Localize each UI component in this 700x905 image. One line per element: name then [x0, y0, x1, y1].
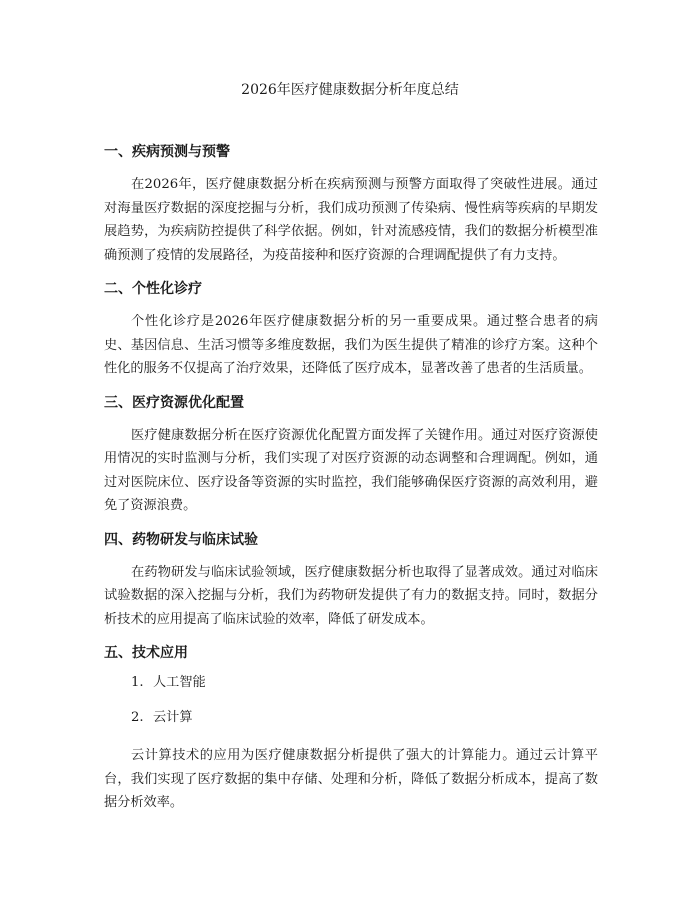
list-item: [104, 709, 598, 727]
section-paragraph: 个性化诊疗是2026年医疗健康数据分析的另一重要成果。通过整合患者的病史、基因信息、生活习惯等多维度数据，我们为医生提供了精准的诊疗方案。这种个性化的服务不仅提高了治疗效果，还降低了医疗成本，显著改善了患者的生活质量。: [104, 314, 598, 376]
section-technology-applications: [104, 644, 598, 815]
section-resource-allocation: [104, 394, 598, 518]
document-title: 2026年医疗健康数据分析年度总结: [241, 82, 459, 98]
section-disease-prediction: [104, 143, 598, 267]
section-heading: 二、个性化诊疗: [104, 281, 202, 297]
section-paragraph: 医疗健康数据分析在医疗资源优化配置方面发挥了关键作用。通过对医疗资源使用情况的实时监测与分析，我们实现了对医疗资源的动态调整和合理调配。例如，通过对医院床位、医疗设备等资源的实时监控，我们能够确保医疗资源的高效利用，避免了资源浪费。: [104, 427, 598, 513]
section-drug-research: [104, 531, 598, 632]
list-item-number: 1.: [131, 675, 144, 690]
section-paragraph: 在药物研发与临床试验领域，医疗健康数据分析也取得了显著成效。通过对临床试验数据的深入挖掘与分析，我们为药物研发提供了有力的数据支持。同时，数据分析技术的应用提高了临床试验的效率，降低了研发成本。: [104, 564, 598, 627]
section-heading: 一、疾病预测与预警: [104, 144, 230, 160]
section-paragraph: 云计算技术的应用为医疗健康数据分析提供了强大的计算能力。通过云计算平台，我们实现了医疗数据的集中存储、处理和分析，降低了数据分析成本，提高了数据分析效率。: [104, 748, 598, 810]
list-item-text: 人工智能: [153, 675, 206, 690]
list-item-number: 2.: [131, 710, 144, 725]
section-heading: 四、药物研发与临床试验: [104, 531, 258, 548]
document-body: [104, 143, 598, 828]
section-heading: 五、技术应用: [104, 645, 188, 661]
technology-list: [104, 674, 598, 727]
section-paragraph: 在2026年，医疗健康数据分析在疾病预测与预警方面取得了突破性进展。通过对海量医疗数据的深度挖掘与分析，我们成功预测了传染病、慢性病等疾病的早期发展趋势，为疾病防控提供了科学依据。例如，针对流感疫情，我们的数据分析模型准确预测了疫情的发展路径，为疫苗接种和医疗资源的合理调配提供了有力支持。: [104, 177, 598, 263]
section-personalized-treatment: [104, 280, 598, 381]
list-item: [104, 674, 598, 692]
section-heading: 三、医疗资源优化配置: [104, 394, 244, 411]
list-item-text: 云计算: [153, 710, 193, 725]
